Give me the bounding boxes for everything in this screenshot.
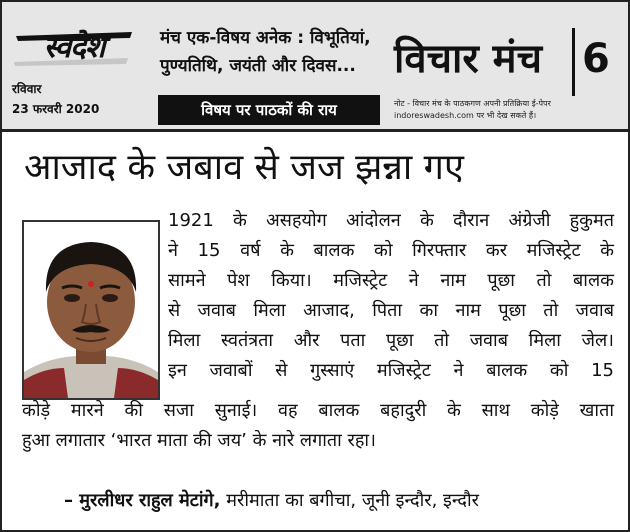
newspaper-logo xyxy=(12,28,136,68)
article-line-4: से जवाब मिला आजाद, पिता का नाम पूछा तो जवाब xyxy=(168,300,614,321)
tagline-line-1: मंच एक-विषय अनेक : विभूतियां, xyxy=(160,28,371,48)
byline-author: – मुरलीधर राहुल मेटांगे, xyxy=(64,490,221,511)
byline-address: मरीमाता का बगीचा, जूनी इन्दौर, इन्दौर xyxy=(220,490,480,511)
topic-label: विषय पर पाठकों की राय xyxy=(158,95,380,125)
section-divider xyxy=(572,28,575,96)
article-line-2: ने 15 वर्ष के बालक को गिरफ्तार कर मजिस्ट्रेट के xyxy=(168,240,614,261)
tagline-line-2: पुण्यतिथि, जयंती और दिवस... xyxy=(160,56,356,76)
logo-text: स्वदेश xyxy=(43,30,105,65)
byline xyxy=(64,486,479,516)
issue-date: 23 फरवरी 2020 xyxy=(12,102,100,116)
article-headline: आजाद के जबाव से जज झन्ना गए xyxy=(24,147,464,188)
page-number: 6 xyxy=(582,36,610,82)
article-line-6: इन जवाबों से गुस्साएं मजिस्ट्रेट ने बालक को 15 xyxy=(168,360,614,381)
editor-note xyxy=(394,98,624,122)
issue-day: रविवार xyxy=(12,82,42,96)
note-line-1: नोट - विचार मंच के पाठकगण अपनी प्रतिक्रिया ई-पेपर xyxy=(394,99,551,108)
author-portrait-icon xyxy=(24,222,158,398)
masthead xyxy=(2,2,628,132)
note-line-2: indoreswadesh.com पर भी देख सकते हैं। xyxy=(394,111,537,120)
article-line-1: 1921 के असहयोग आंदोलन के दौरान अंग्रेजी हुकुमत xyxy=(168,210,614,231)
article-line-8: हुआ लगातार ‘भारत माता की जय’ के नारे लगाता रहा। xyxy=(22,430,376,451)
article-line-5: मिला स्वतंत्रता और पता पूछा तो जवाब मिला जेल। xyxy=(168,330,614,351)
tagline xyxy=(160,24,385,80)
article-line-3: सामने पेश किया। मजिस्ट्रेट ने नाम पूछा तो बालक xyxy=(168,270,614,291)
author-photo xyxy=(22,220,160,400)
article-line-7: कोड़े मारने की सजा सुनाई। वह बालक बहादुरी के साथ कोड़े खाता xyxy=(22,400,614,421)
section-title: विचार मंच xyxy=(394,36,542,82)
